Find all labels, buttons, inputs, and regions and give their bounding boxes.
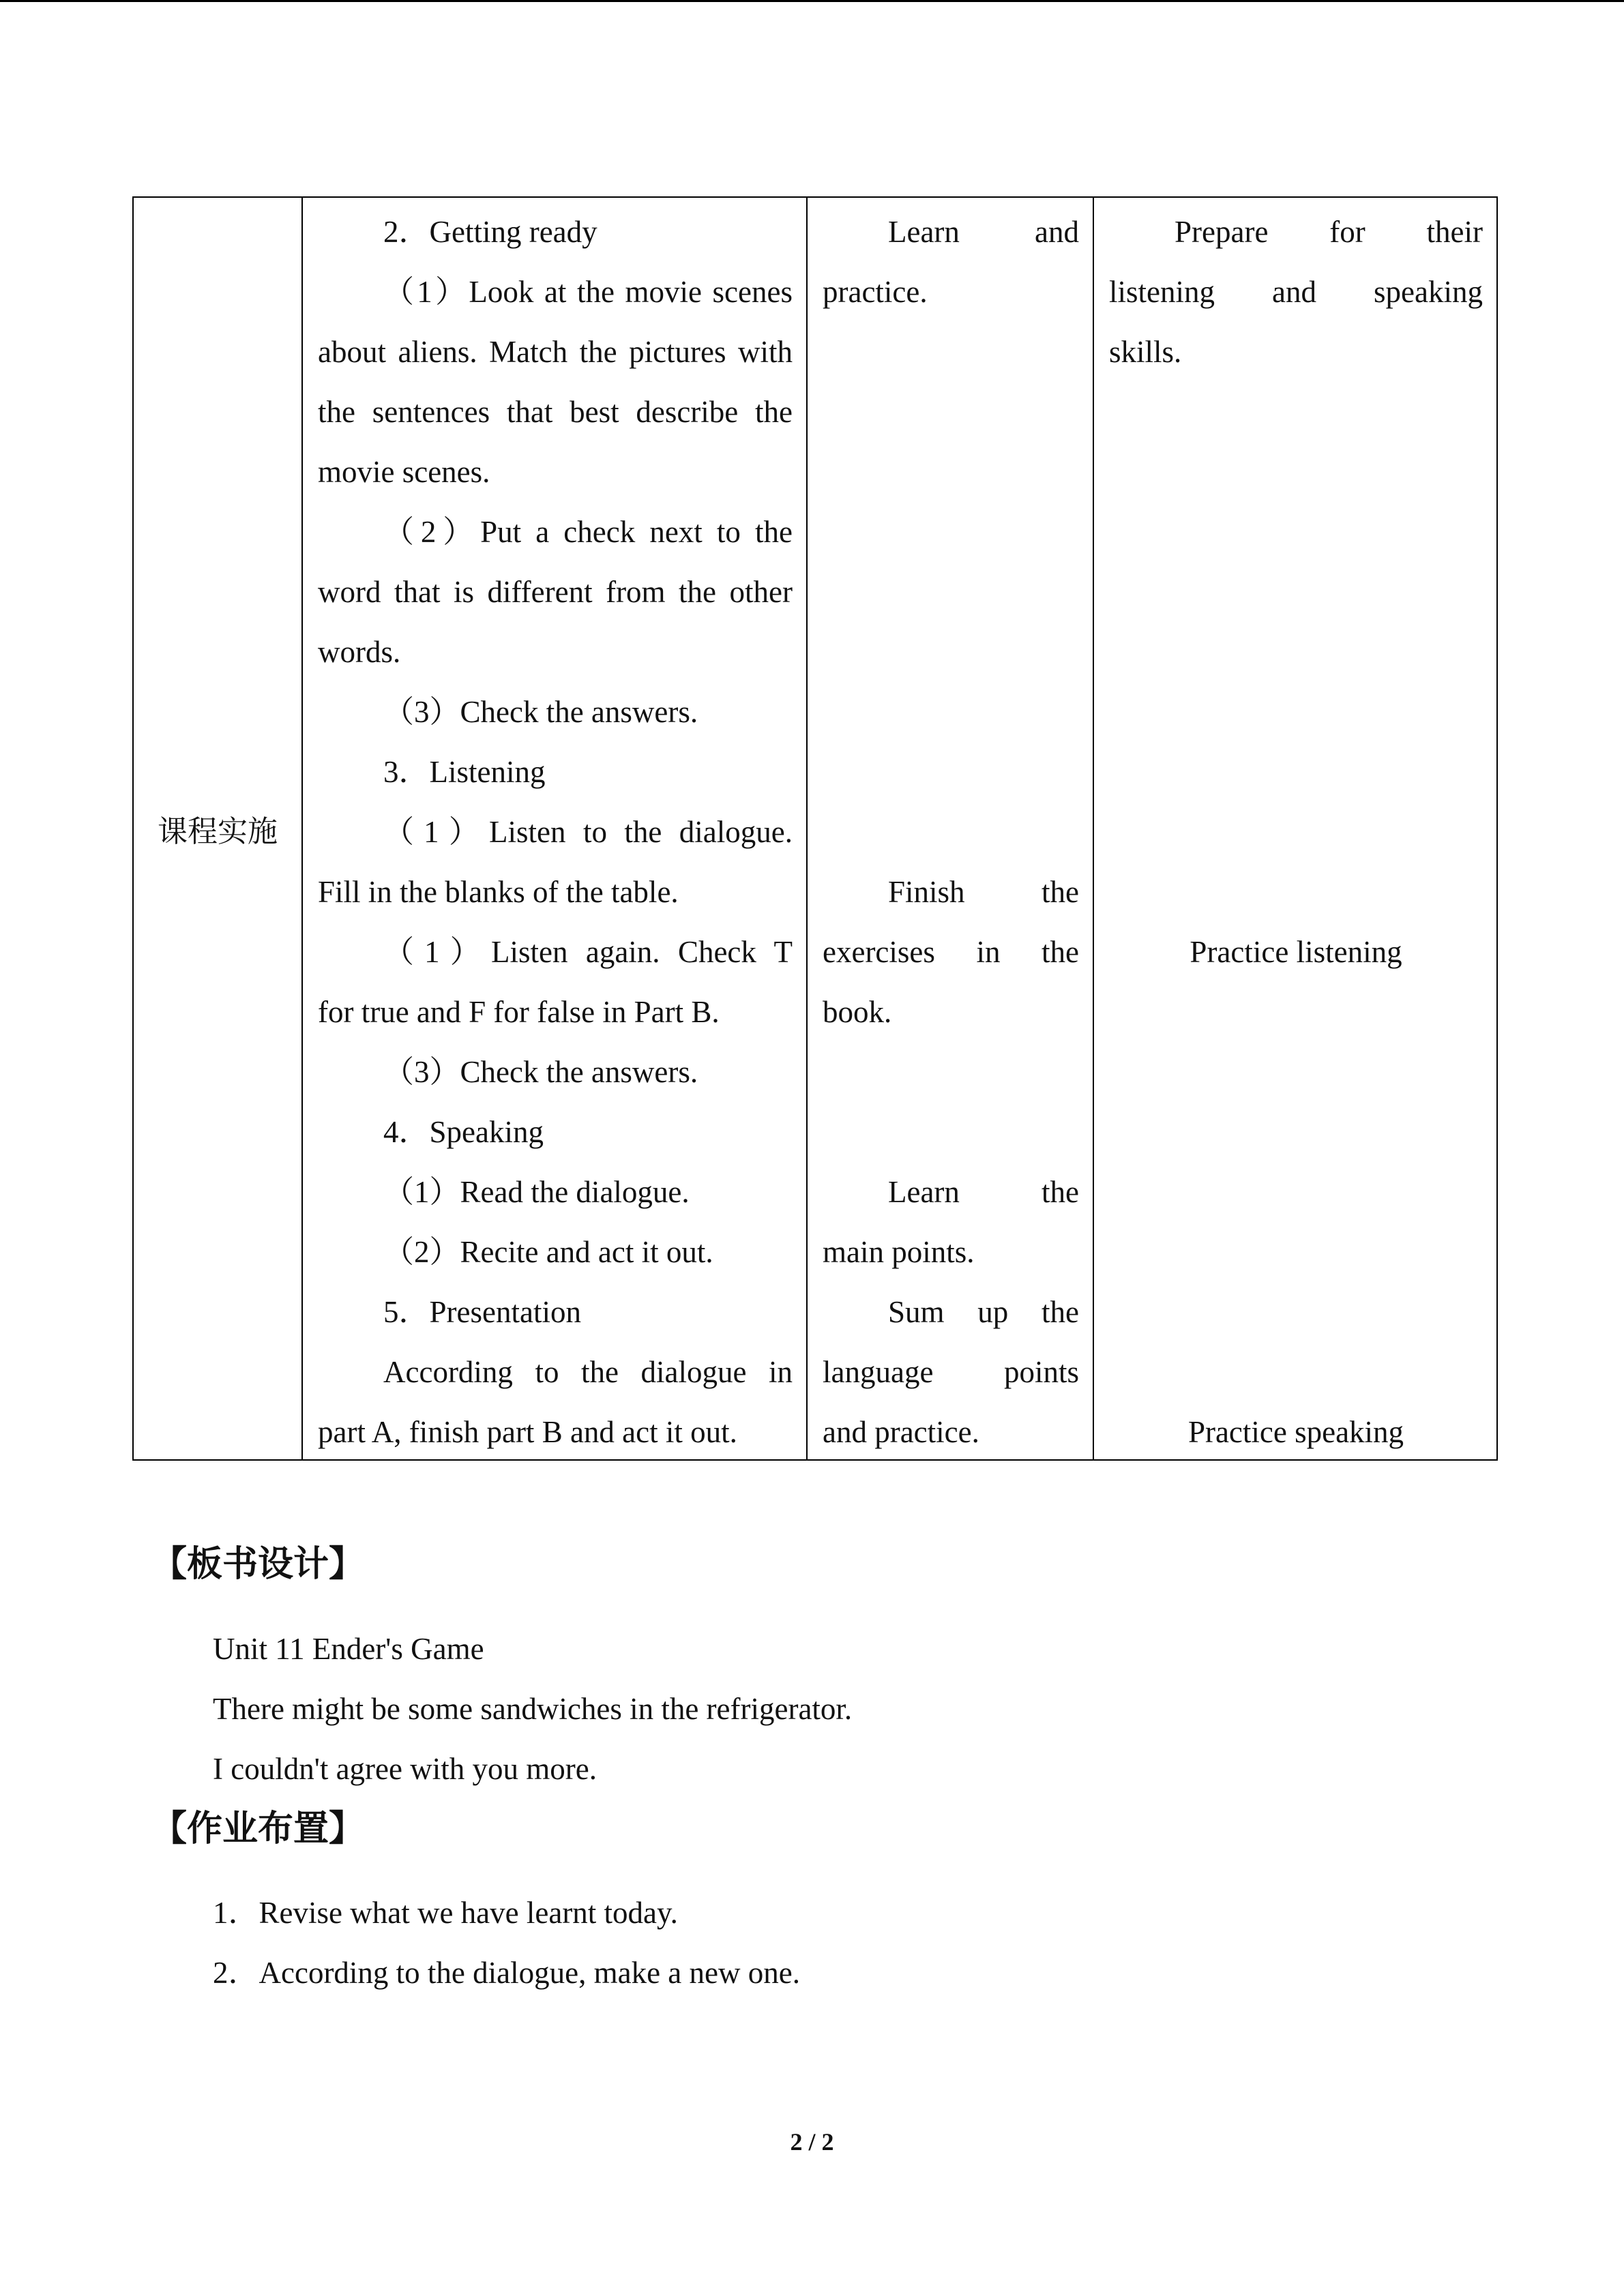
aim-line: Practice listening — [1190, 935, 1402, 969]
procedure-line: （1）Look at the movie scenes — [383, 275, 793, 309]
homework-heading: 【作业布置】 — [151, 1808, 365, 1849]
blackboard-line: Unit 11 Ender's Game — [213, 1632, 484, 1666]
procedure-line: （2）Put a check next to the — [383, 515, 793, 549]
procedure-line: （1）Listen again. Check T — [383, 935, 793, 969]
procedure-line: 2．Getting ready — [383, 215, 597, 249]
procedures-cell — [302, 197, 807, 1460]
procedure-line: Fill in the blanks of the table. — [318, 875, 679, 909]
student-activity-line: language points — [823, 1355, 1079, 1389]
top-rule — [0, 0, 1624, 2]
procedure-line: （2）Recite and act it out. — [383, 1235, 713, 1269]
procedure-line: words. — [318, 635, 401, 669]
procedure-line: （1）Read the dialogue. — [383, 1175, 690, 1209]
procedure-line: 5．Presentation — [383, 1295, 581, 1329]
student-activity-line: Learn the — [888, 1175, 1079, 1209]
student-activity-line: and practice. — [823, 1415, 979, 1449]
procedure-line: about aliens. Match the pictures with — [318, 335, 793, 369]
procedure-line: movie scenes. — [318, 455, 490, 489]
stage-cell — [133, 197, 302, 1460]
student-activity-line: Learn and — [888, 215, 1079, 249]
aims-cell — [1093, 197, 1497, 1460]
student-activity-line: Sum up the — [888, 1295, 1079, 1329]
procedure-line: （3）Check the answers. — [383, 1055, 698, 1089]
procedure-line: word that is different from the other — [318, 575, 793, 609]
aim-line: Practice speaking — [1187, 1415, 1404, 1449]
procedure-line: （3）Check the answers. — [383, 695, 698, 729]
student-activity-line: practice. — [823, 275, 928, 309]
page-number: 2 / 2 — [790, 2128, 834, 2156]
procedure-line: for true and F for false in Part B. — [318, 995, 720, 1029]
student-activity-line: main points. — [823, 1235, 975, 1269]
aim-line: listening and speaking — [1109, 275, 1483, 309]
procedure-line: the sentences that best describe the — [318, 395, 793, 429]
blackboard-heading: 【板书设计】 — [151, 1544, 365, 1585]
blackboard-line: I couldn't agree with you more. — [213, 1752, 597, 1786]
student-activity-line: Finish the — [888, 875, 1079, 909]
table-row — [133, 197, 1497, 1460]
homework-item: 2．According to the dialogue, make a new one. — [213, 1956, 800, 1990]
stage-label: 课程实施 — [158, 814, 278, 849]
student-activity-line: book. — [823, 995, 892, 1029]
student-activities-cell — [807, 197, 1093, 1460]
aim-line: skills. — [1109, 335, 1182, 369]
procedure-line: 3．Listening — [383, 755, 546, 789]
procedure-line: （1）Listen to the dialogue. — [383, 815, 793, 849]
procedure-line: According to the dialogue in — [383, 1355, 793, 1389]
blackboard-line: There might be some sandwiches in the refrigerator. — [213, 1692, 853, 1726]
student-activity-line: exercises in the — [823, 935, 1079, 969]
homework-item: 1．Revise what we have learnt today. — [213, 1896, 678, 1930]
lesson-table — [132, 196, 1498, 1461]
procedure-line: 4．Speaking — [383, 1115, 544, 1149]
procedure-line: part A, finish part B and act it out. — [318, 1415, 737, 1449]
aim-line: Prepare for their — [1175, 215, 1483, 249]
